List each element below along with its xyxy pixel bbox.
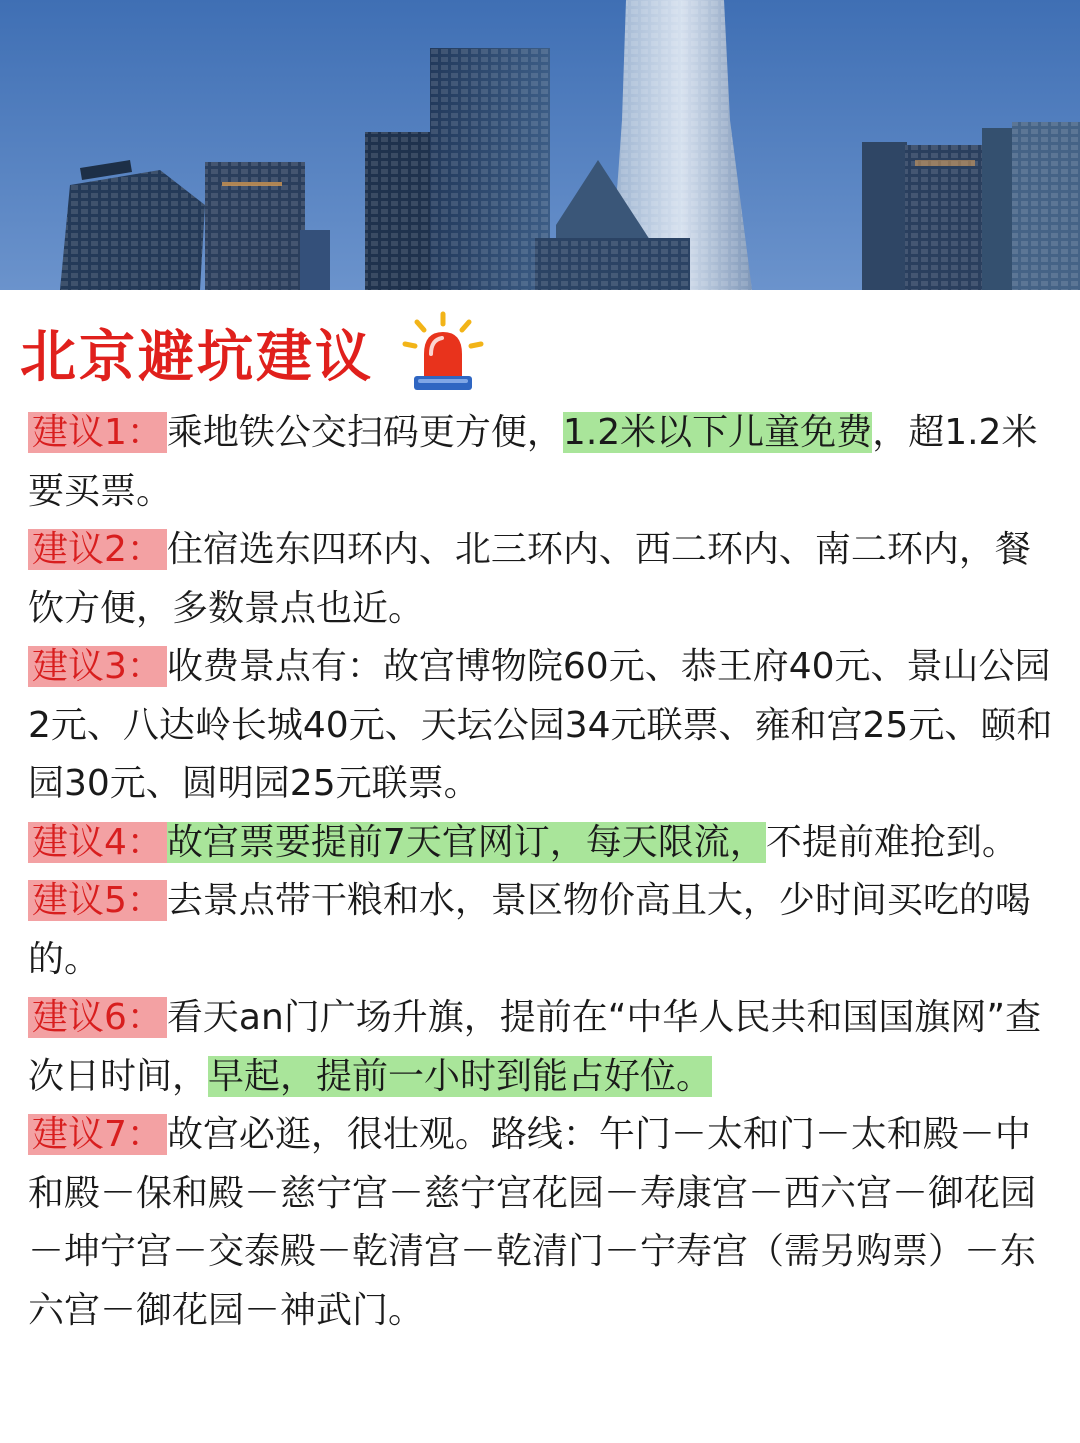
tip-label: 建议3：: [28, 646, 167, 687]
tips-list: [28, 404, 1056, 1340]
page-title: 北京避坑建议: [20, 325, 374, 390]
tip-text: 去景点带干粮和水，景区物价高且大，少时间买吃的喝的。: [28, 880, 1031, 980]
tip-item-4: [28, 814, 1056, 873]
tip-highlight: 早起，提前一小时到能占好位。: [208, 1055, 713, 1097]
tip-text: 看天an门广场升旗，提前在“中华人民共和国国旗网”查次日时间，: [28, 997, 1042, 1097]
tip-label: 建议6：: [28, 997, 167, 1038]
tip-label: 建议7：: [28, 1114, 167, 1155]
tip-item-6: [28, 989, 1056, 1106]
tip-label: 建议4：: [28, 822, 167, 863]
tip-text: 故宫必逛，很壮观。路线：午门－太和门－太和殿－中和殿－保和殿－慈宁宫－慈宁宫花园－寿康宫－西六宫－御花园－坤宁宫－交泰殿－乾清宫－乾清门－宁寿宫（需另购票）－东六宫－御花园－神武门。: [28, 1114, 1037, 1331]
tip-item-5: [28, 872, 1056, 989]
tip-text-after: ，超1.2米要买票。: [28, 412, 1038, 512]
police-siren-icon: [400, 310, 486, 396]
header: [20, 308, 486, 398]
tip-label: 建议5：: [28, 880, 167, 921]
tip-label: 建议1：: [28, 412, 167, 453]
tip-text: 乘地铁公交扫码更方便，: [166, 412, 563, 453]
tip-text: 住宿选东四环内、北三环内、西二环内、南二环内，餐饮方便，多数景点也近。: [28, 529, 1031, 629]
tip-item-1: [28, 404, 1056, 521]
skyline-hero-image: [0, 0, 1080, 290]
tip-label: 建议2：: [28, 529, 167, 570]
tip-text-after: 不提前难抢到。: [765, 821, 1018, 863]
tip-highlight: 故宫票要提前7天官网订，每天限流，: [166, 821, 766, 863]
tip-item-2: [28, 521, 1056, 638]
tip-highlight: 1.2米以下儿童免费: [562, 412, 873, 453]
tip-text: 收费景点有：故宫博物院60元、恭王府40元、景山公园2元、八达岭长城40元、天坛公园34元联票、雍和宫25元、颐和园30元、圆明园25元联票。: [28, 646, 1053, 804]
tip-item-3: [28, 638, 1056, 814]
tip-item-7: [28, 1106, 1056, 1340]
